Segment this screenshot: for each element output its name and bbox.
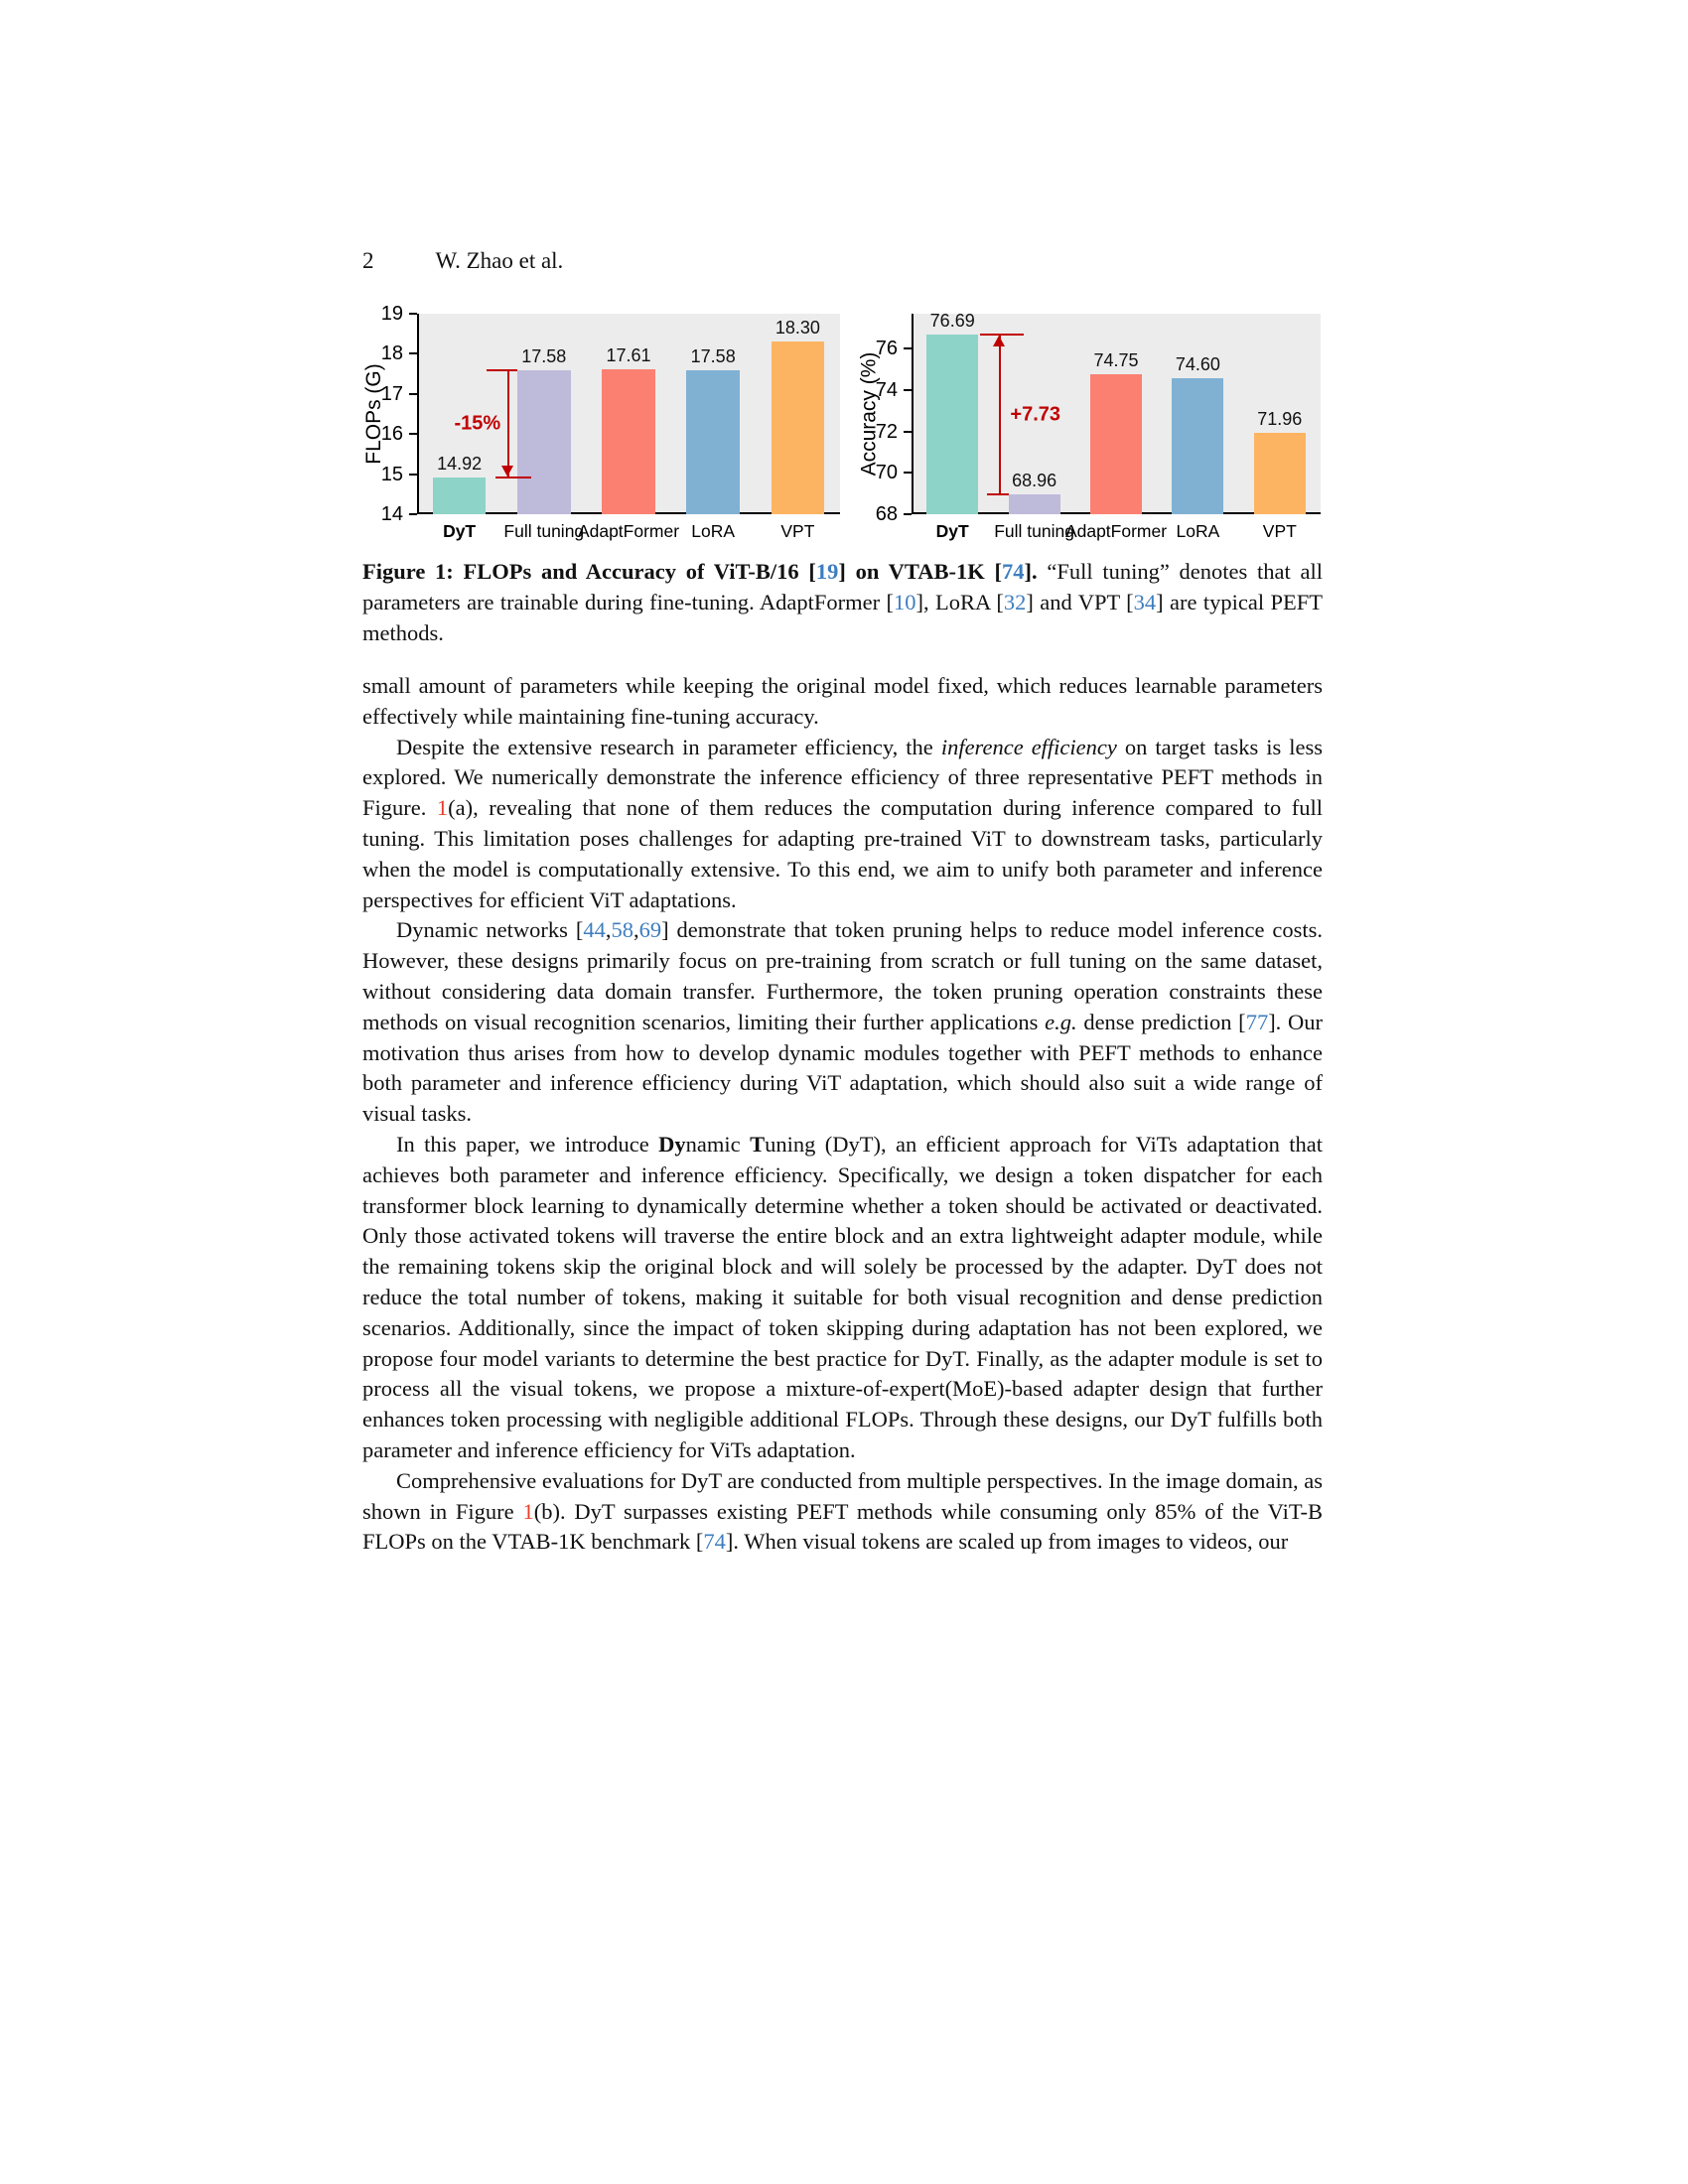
x-category-label: VPT xyxy=(780,521,815,541)
x-category-label: DyT xyxy=(443,521,477,541)
accuracy-bar-chart xyxy=(854,310,1329,548)
annotation-arrow-line xyxy=(999,335,1001,494)
annotation-arrow-line xyxy=(507,370,509,477)
paragraph-3 xyxy=(362,915,1323,1130)
y-tick-label: 72 xyxy=(875,420,898,443)
text-segment: Despite the extensive research in parameter efficiency, the xyxy=(396,734,941,759)
bar-value-label: 76.69 xyxy=(929,311,975,332)
y-tick-mark xyxy=(904,472,912,474)
text-segment: namic xyxy=(685,1131,751,1157)
text-segment: uning (DyT), an efficient approach for ViTs adaptation that achieves both parameter and inference efficiency. Specifically, we design a token dispatcher for each transformer block learning to dynamically determine whether a token should be activated or deactivated. Only those activated tokens will traverse the entire block and an extra lightweight adapter module, while the remaining tokens skip the original block and will solely be processed by the adapter. DyT does not reduce the total number of tokens, making it suitable for both visual recognition and dense prediction scenarios. Additionally, since the impact of token skipping during adaptation has not been explored, we propose four model variants to determine the best practice for DyT. Finally, as the adapter module is set to process all the visual tokens, we propose a mixture-of-expert(MoE)-based adapter design that further enhances token processing with negligible additional FLOPs. Through these designs, our DyT fulfills both parameter and inference efficiency for ViTs adaptation. xyxy=(362,1131,1323,1462)
text-segment: ]. xyxy=(1024,559,1038,584)
citation-link[interactable]: 77 xyxy=(1245,1009,1269,1034)
text-segment: Dynamic networks [ xyxy=(396,917,584,943)
bar-value-label: 71.96 xyxy=(1257,408,1303,429)
citation-link[interactable]: 44 xyxy=(583,917,606,943)
text-segment: Figure 1: FLOPs and Accuracy of ViT-B/16 [ xyxy=(362,559,816,584)
bar-value-label: 18.30 xyxy=(774,318,820,339)
y-tick-label: 68 xyxy=(875,503,898,525)
page-number: 2 xyxy=(362,248,374,273)
x-category-label: AdaptFormer xyxy=(577,521,680,541)
citation-link[interactable]: 19 xyxy=(815,559,839,584)
y-tick-mark xyxy=(904,431,912,433)
text-segment: “Full tuning” denotes that all parameters are trainable during fine-tuning. AdaptFormer [ xyxy=(362,559,1323,614)
citation-link[interactable]: 74 xyxy=(703,1529,726,1555)
citation-link[interactable]: 58 xyxy=(611,917,633,943)
bar-full-tuning xyxy=(517,370,571,514)
bar-full-tuning xyxy=(1009,494,1060,514)
figure-1 xyxy=(359,303,1331,548)
y-tick-label: 74 xyxy=(875,379,898,402)
text-segment: , xyxy=(633,917,639,943)
bar-vpt xyxy=(772,341,825,514)
x-category-label: LoRA xyxy=(691,521,736,541)
bar-value-label: 17.61 xyxy=(606,345,651,366)
text-segment: dense prediction [ xyxy=(1076,1009,1246,1034)
citation-link[interactable]: 34 xyxy=(1133,590,1157,614)
page-header xyxy=(362,248,563,274)
text-segment: T xyxy=(750,1131,766,1157)
y-tick-label: 76 xyxy=(875,338,898,360)
text-segment: ]. When visual tokens are scaled up from images to videos, our xyxy=(725,1529,1289,1555)
annotation-label: -15% xyxy=(454,412,501,435)
text-segment: (a), revealing that none of them reduces the computation during inference compared to full tuning. This limitation poses challenges for adapting pre-trained ViT to downstream tasks, particularly when the model is computationally extensive. To this end, we aim to unify both parameter and inference perspectives for efficient ViT adaptations. xyxy=(362,795,1324,912)
y-axis-label-text: Accuracy (%) xyxy=(857,351,881,477)
text-segment: on target tasks is less explored. We numerically demonstrate the inference efficiency of three representative PEFT methods in Figure. xyxy=(362,734,1323,821)
y-tick-label: 16 xyxy=(380,423,403,446)
annotation-bottom-cap xyxy=(495,477,531,478)
text-segment: (b). DyT surpasses existing PEFT methods while consuming only 85% of the ViT-B FLOPs on the VTAB-1K benchmark [ xyxy=(362,1498,1323,1555)
text-segment: ], LoRA [ xyxy=(915,590,1004,614)
text-segment: ]. Our motivation thus arises from how to develop dynamic modules together with PEFT methods to enhance both parameter and inference efficiency during ViT adaptation, which should also suit a wide range of visual tasks. xyxy=(362,1009,1324,1127)
figure-caption xyxy=(362,556,1323,648)
bar-value-label: 68.96 xyxy=(1012,471,1057,490)
y-tick-label: 17 xyxy=(380,382,403,405)
annotation-label: +7.73 xyxy=(1010,403,1060,426)
flops-bar-chart xyxy=(359,303,848,548)
text-segment: ] and VPT [ xyxy=(1026,590,1134,614)
paragraph-4 xyxy=(362,1130,1323,1466)
citation-link[interactable]: 74 xyxy=(1002,559,1025,584)
paragraph-2 xyxy=(362,733,1323,916)
bar-vpt xyxy=(1254,433,1306,514)
y-tick-label: 70 xyxy=(875,462,898,484)
text-segment: In this paper, we introduce xyxy=(396,1131,659,1157)
bar-adaptformer xyxy=(602,369,655,514)
text-segment: small amount of parameters while keeping the original model fixed, which reduces learnable parameters effectively while maintaining fine-tuning accuracy. xyxy=(362,673,1323,729)
y-tick-mark xyxy=(904,389,912,391)
x-category-label: Full tuning xyxy=(994,521,1074,541)
arrow-head-down-icon xyxy=(501,466,513,477)
bar-value-label: 74.75 xyxy=(1093,350,1139,371)
x-category-label: AdaptFormer xyxy=(1064,521,1168,541)
x-category-label: LoRA xyxy=(1176,521,1220,541)
annotation-top-cap xyxy=(487,369,517,371)
text-segment: , xyxy=(605,917,612,943)
bar-value-label: 17.58 xyxy=(690,346,736,367)
x-category-label: Full tuning xyxy=(503,521,585,541)
figure-ref-link[interactable]: 1 xyxy=(436,795,449,821)
y-tick-label: 14 xyxy=(380,503,403,525)
bar-value-label: 17.58 xyxy=(521,346,567,367)
y-tick-label: 18 xyxy=(380,342,403,365)
y-tick-mark xyxy=(409,474,417,476)
y-tick-label: 15 xyxy=(380,463,403,485)
bar-dyt xyxy=(433,478,487,514)
y-tick-mark xyxy=(904,513,912,515)
paragraph-1 xyxy=(362,671,1323,733)
bar-dyt xyxy=(926,335,978,514)
y-tick-label: 19 xyxy=(380,303,403,325)
bar-value-label: 74.60 xyxy=(1175,353,1220,374)
figure-ref-link[interactable]: 1 xyxy=(522,1498,534,1524)
text-segment: inference efficiency xyxy=(940,734,1117,759)
y-tick-mark xyxy=(409,513,417,515)
arrow-head-up-icon xyxy=(993,336,1005,346)
annotation-bottom-cap xyxy=(987,493,1008,495)
y-tick-mark xyxy=(409,313,417,315)
text-segment: e.g. xyxy=(1045,1009,1077,1034)
bar-value-label: 14.92 xyxy=(437,453,483,474)
text-segment: ] are typical PEFT methods. xyxy=(362,590,1324,645)
text-segment: ] on VTAB-1K [ xyxy=(838,559,1002,584)
x-category-label: DyT xyxy=(935,521,969,541)
running-author: W. Zhao et al. xyxy=(435,248,564,273)
citation-link[interactable]: 69 xyxy=(638,917,662,943)
bar-lora xyxy=(686,370,740,514)
citation-link[interactable]: 10 xyxy=(893,590,916,614)
x-category-label: VPT xyxy=(1262,521,1297,541)
y-tick-mark xyxy=(409,352,417,354)
text-segment: Dy xyxy=(658,1131,686,1157)
paragraph-5 xyxy=(362,1466,1323,1558)
text-segment: ] demonstrate that token pruning helps to reduce model inference costs. However, these designs primarily focus on pre-training from scratch or full tuning on the same dataset, without considering data domain transfer. Furthermore, the token pruning operation constraints these methods on visual recognition scenarios, limiting their further applications xyxy=(362,917,1324,1034)
body-text xyxy=(362,671,1323,1558)
text-segment: Comprehensive evaluations for DyT are conducted from multiple perspectives. In the image domain, as shown in Figure xyxy=(362,1467,1323,1524)
bar-lora xyxy=(1172,378,1223,514)
citation-link[interactable]: 32 xyxy=(1003,590,1027,614)
y-tick-mark xyxy=(409,393,417,395)
bar-adaptformer xyxy=(1090,374,1142,514)
y-tick-mark xyxy=(904,347,912,349)
y-axis-label-text: FLOPs (G) xyxy=(362,363,386,465)
